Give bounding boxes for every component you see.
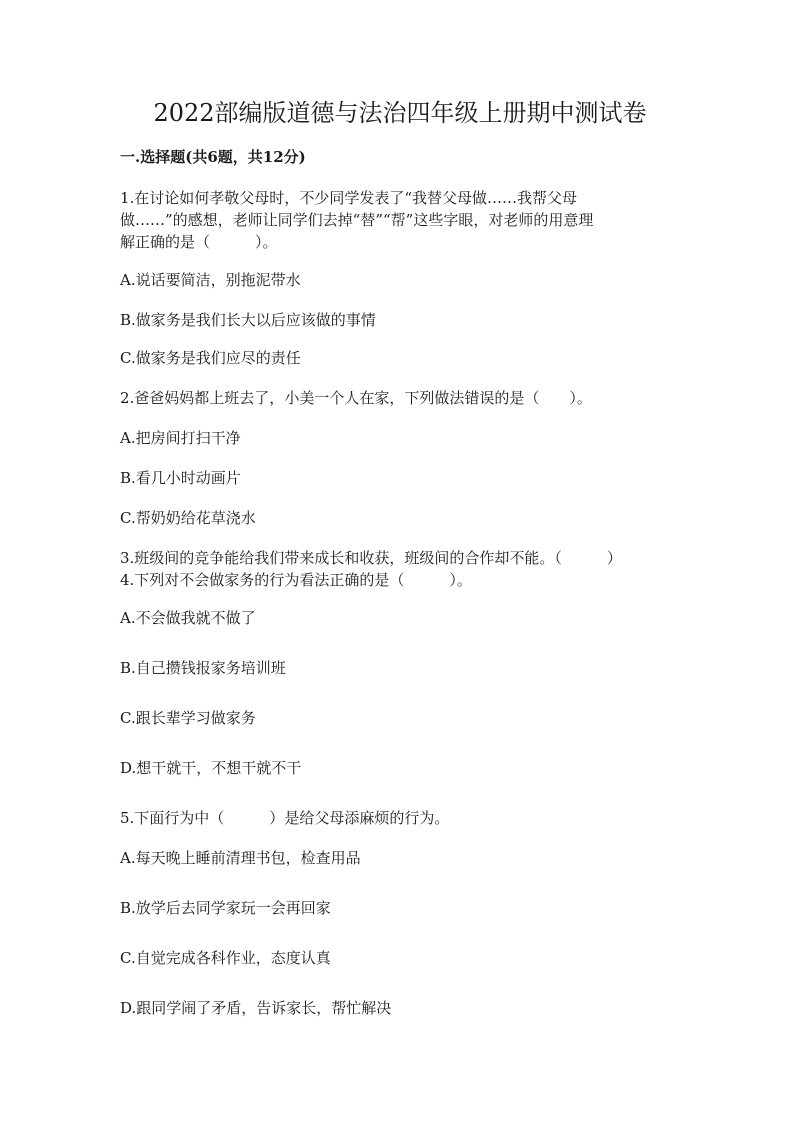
- question-2-option-c: C.帮奶奶给花草浇水: [120, 509, 256, 527]
- question-4-option-c: C.跟长辈学习做家务: [120, 709, 256, 727]
- section-heading: 一.选择题(共6题，共12分): [120, 148, 306, 166]
- question-5-option-a: A.每天晚上睡前清理书包，检查用品: [120, 849, 361, 867]
- question-4-option-b: B.自己攒钱报家务培训班: [120, 659, 286, 677]
- page-title: 2022部编版道德与法治四年级上册期中测试卷: [153, 99, 647, 127]
- question-3-stem-line-1: 3.班级间的竞争能给我们带来成长和收获，班级间的合作却不能。（ ）: [120, 549, 622, 567]
- question-1-option-c: C.做家务是我们应尽的责任: [120, 349, 301, 367]
- question-1-stem-line-3: 解正确的是（ ）。: [120, 233, 278, 251]
- question-2-option-a: A.把房间打扫干净: [120, 429, 241, 447]
- question-1-option-b: B.做家务是我们长大以后应该做的事情: [120, 311, 376, 329]
- question-1-stem-line-1: 1.在讨论如何孝敬父母时，不少同学发表了“我替父母做……我帮父母: [120, 189, 577, 207]
- question-5-option-d: D.跟同学闹了矛盾，告诉家长，帮忙解决: [120, 999, 392, 1017]
- question-4-stem-line-1: 4.下列对不会做家务的行为看法正确的是（ ）。: [120, 571, 472, 589]
- question-5-stem-line-1: 5.下面行为中（ ）是给父母添麻烦的行为。: [120, 809, 450, 827]
- question-5-option-c: C.自觉完成各科作业，态度认真: [120, 949, 331, 967]
- question-4-option-a: A.不会做我就不做了: [120, 609, 256, 627]
- question-2-stem-line-1: 2.爸爸妈妈都上班去了，小美一个人在家，下列做法错误的是（ ）。: [120, 389, 592, 407]
- question-2-option-b: B.看几小时动画片: [120, 469, 241, 487]
- question-4-option-d: D.想干就干，不想干就不干: [120, 759, 302, 777]
- question-1-stem-line-2: 做……”的感想，老师让同学们去掉“替”“帮”这些字眼，对老师的用意理: [120, 211, 594, 229]
- question-1-option-a: A.说话要简洁，别拖泥带水: [120, 271, 301, 289]
- question-5-option-b: B.放学后去同学家玩一会再回家: [120, 899, 331, 917]
